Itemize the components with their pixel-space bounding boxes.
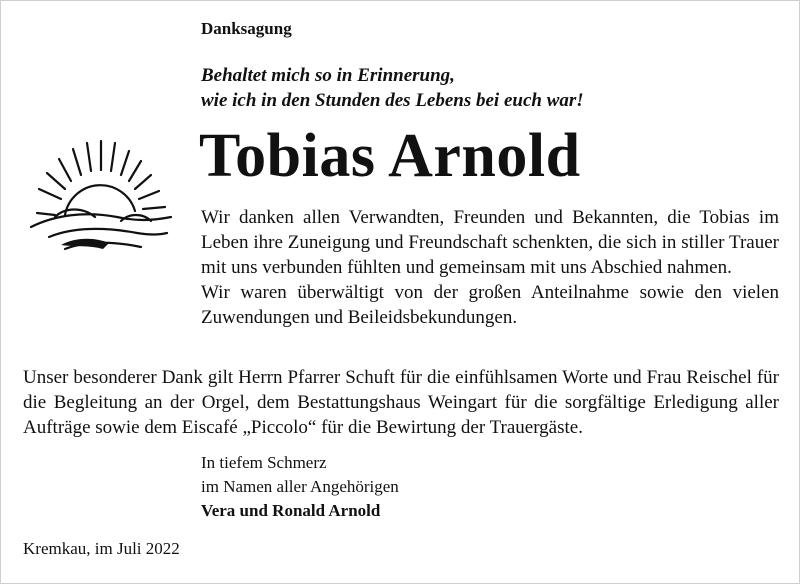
motto-line-1: Behaltet mich so in Erinnerung, <box>201 65 455 86</box>
deceased-name: Tobias Arnold <box>199 122 581 190</box>
notice-heading: Danksagung <box>201 19 292 38</box>
closing-line-2: im Namen aller Angehörigen <box>201 477 399 496</box>
closing-line-1: In tiefem Schmerz <box>201 453 327 472</box>
place-date: Kremkau, im Juli 2022 <box>23 539 180 558</box>
closing-block <box>201 451 399 523</box>
motto-line-2: wie ich in den Stunden des Lebens bei euch war! <box>201 90 584 111</box>
signer-names: Vera und Ronald Arnold <box>201 501 381 520</box>
intro-text <box>201 205 779 330</box>
sunrise-over-hills-icon <box>25 137 175 257</box>
thanks-paragraph: Unser besonderer Dank gilt Herrn Pfarrer Schuft für die einfühlsamen Worte und Frau Reischel für die Begleitung an der Orgel, dem Bestattungshaus Weingart für die sorgfältige Erledigung aller Aufträge sowie dem Eiscafé „Piccolo“ für die Bewirtung der Trauergäste. <box>23 367 779 438</box>
motto-quote <box>201 63 584 113</box>
intro-paragraph-1: Wir danken allen Verwandten, Freunden und Bekannten, die Tobias im Leben ihre Zuneigung und Freundschaft schenkten, die sich in stiller Trauer mit uns verbunden fühlten und gemeinsam mit uns Abschied nahmen. <box>201 207 779 278</box>
intro-paragraph-2: Wir waren überwältigt von der großen Anteilnahme sowie den vielen Zuwendungen und Beileidsbekundungen. <box>201 282 779 328</box>
